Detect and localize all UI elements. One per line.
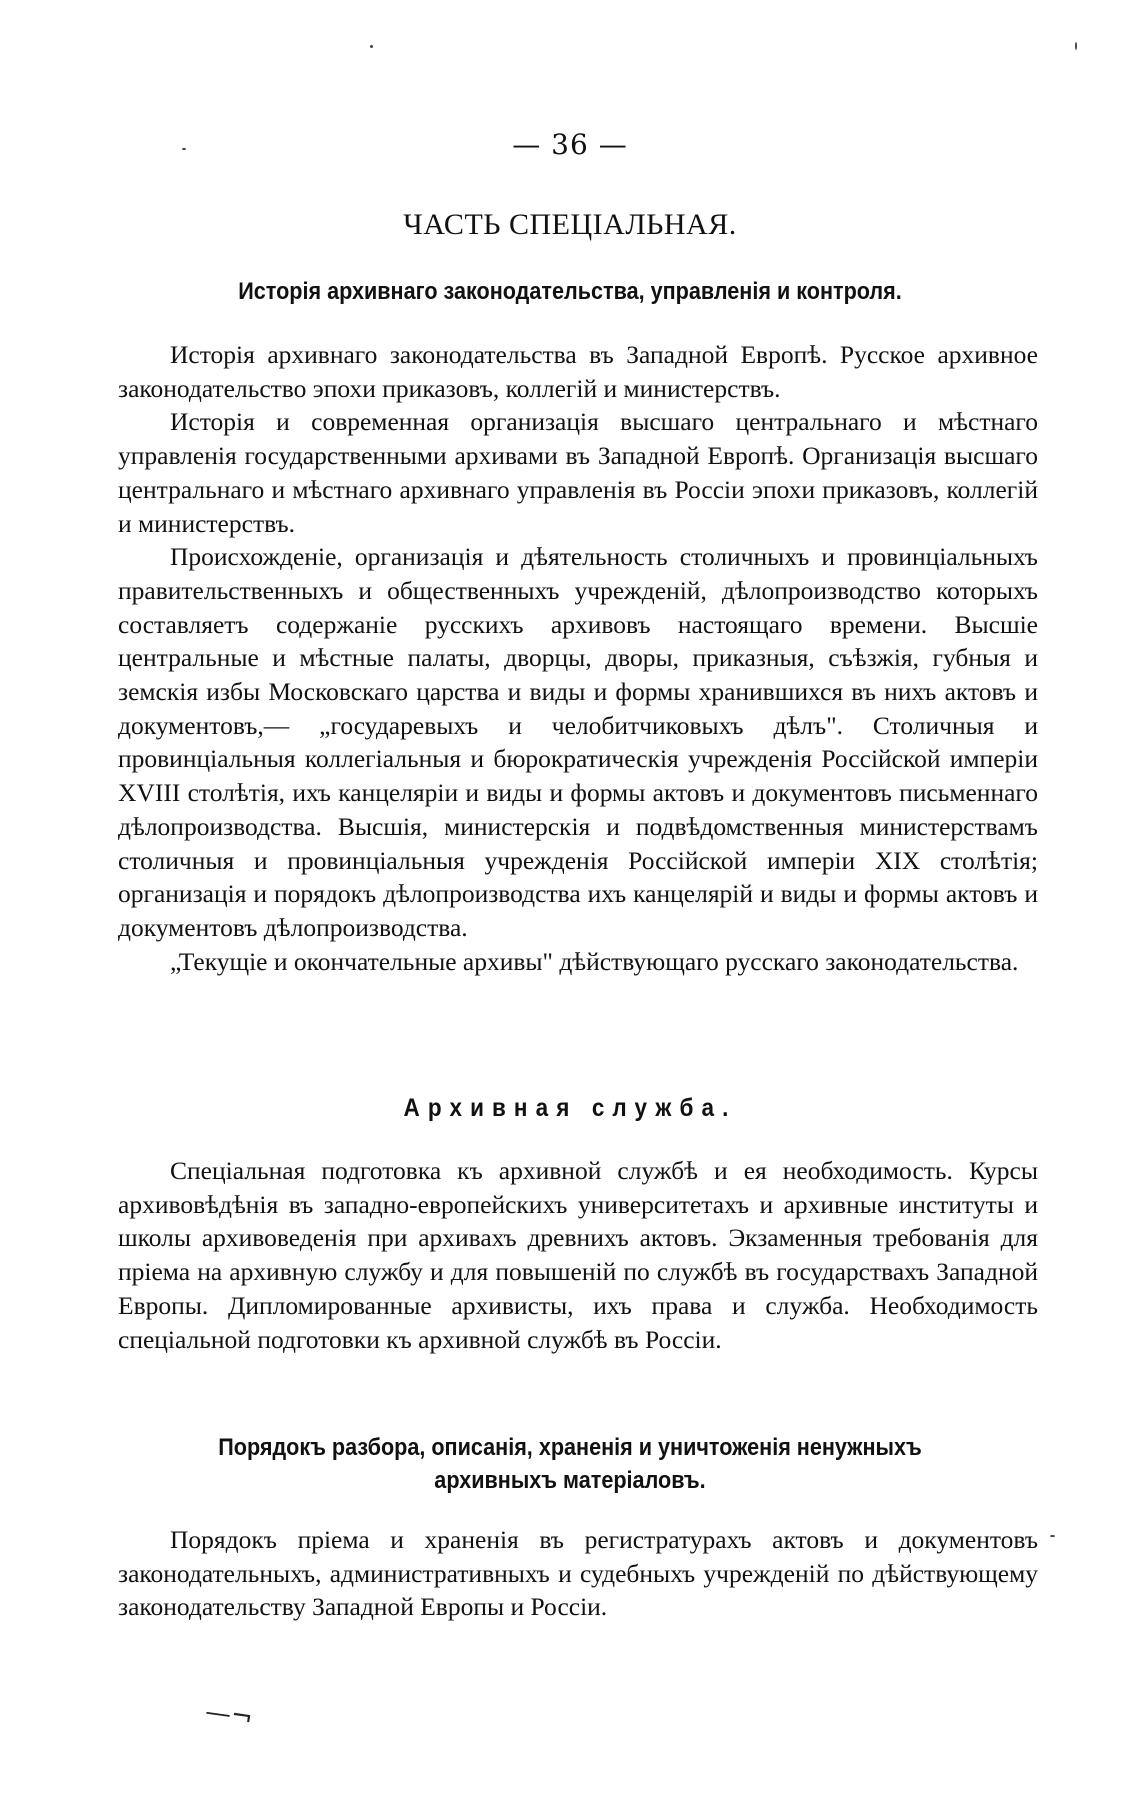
section-body-history xyxy=(118,338,1038,978)
section-heading-archive-service: Архивная служба. xyxy=(403,1094,737,1122)
page-number: — 36 — xyxy=(512,128,628,161)
paragraph: Спеціальная подготовка къ архивной службѣ и ея необходимость. Курсы архивовѣдѣнія въ западно-европейскихъ университетахъ и архивные институты и школы архивоведенія при архивахъ древнихъ актовъ. Экзаменныя требованія для пріема на архивную службу и для повышеній по службѣ въ государствахъ Западной Европы. Дипломированные архивисты, ихъ права и служба. Необходимость спеціальной подготовки къ архивной службѣ въ Россіи. xyxy=(118,1156,1038,1354)
paragraph: Исторія архивнаго законодательства въ Западной Европѣ. Русское архивное законодательство эпохи приказовъ, коллегій и министерствъ. xyxy=(118,340,1038,403)
paragraph: Происхожденіе, организація и дѣятельность столичныхъ и провинціальныхъ правительственныхъ и общественныхъ учрежденій, дѣлопроизводство которыхъ составляетъ содержаніе русскихъ архивовъ настоящаго времени. Высшіе центральные и мѣстные палаты, дворцы, дворы, приказныя, съѣзжія, губныя и земскія избы Московскаго царства и виды и формы хранившихся въ нихъ актовъ и документовъ,— „государевыхъ и челобитчиковыхъ дѣлъ". Столичныя и провинціальныя коллегіальныя и бюрократическія учрежденія Россійской имперіи XVIII столѣтія, ихъ канцеляріи и виды и формы актовъ и документовъ письменнаго дѣлопроизводства. Высшія, министерскія и подвѣдомственныя министерствамъ столичныя и провинціальныя учрежденія Россійской имперіи XIX столѣтія; организація и порядокъ дѣлопроизводства ихъ канцелярій и виды и формы актовъ и документовъ дѣлопроизводства. xyxy=(118,542,1038,942)
paragraph: „Текущіе и окончательные архивы" дѣйствующаго русскаго законодательства. xyxy=(170,946,1019,976)
part-title: ЧАСТЬ СПЕЦІАЛЬНАЯ. xyxy=(403,208,737,241)
paragraph: Исторія и современная организація высшаго центральнаго и мѣстнаго управленія государственными архивами въ Западной Европѣ. Организація высшаго центральнаго и мѣстнаго архивнаго управленія въ Россіи эпохи приказовъ, коллегій и министерствъ. xyxy=(118,407,1038,538)
section-body-archive-service xyxy=(118,1154,1038,1356)
ink-mark: —¬ xyxy=(203,1696,255,1734)
print-speck xyxy=(182,148,186,150)
print-speck xyxy=(1075,42,1077,50)
section-heading-history: Исторія архивнаго законодательства, управленія и контроля. xyxy=(238,278,902,305)
section-heading-procedure: Порядокъ разбора, описанія, храненія и уничтоженія ненужныхъ архивныхъ матеріаловъ. xyxy=(218,1434,922,1494)
print-speck xyxy=(1050,1535,1055,1537)
section-body-procedure xyxy=(118,1523,1038,1624)
paragraph: Порядокъ пріема и храненія въ регистратурахъ актовъ и документовъ законодательныхъ, административныхъ и судебныхъ учрежденій по дѣйствующему законодательству Западной Европы и Россіи. xyxy=(118,1525,1038,1622)
print-speck xyxy=(370,45,373,48)
